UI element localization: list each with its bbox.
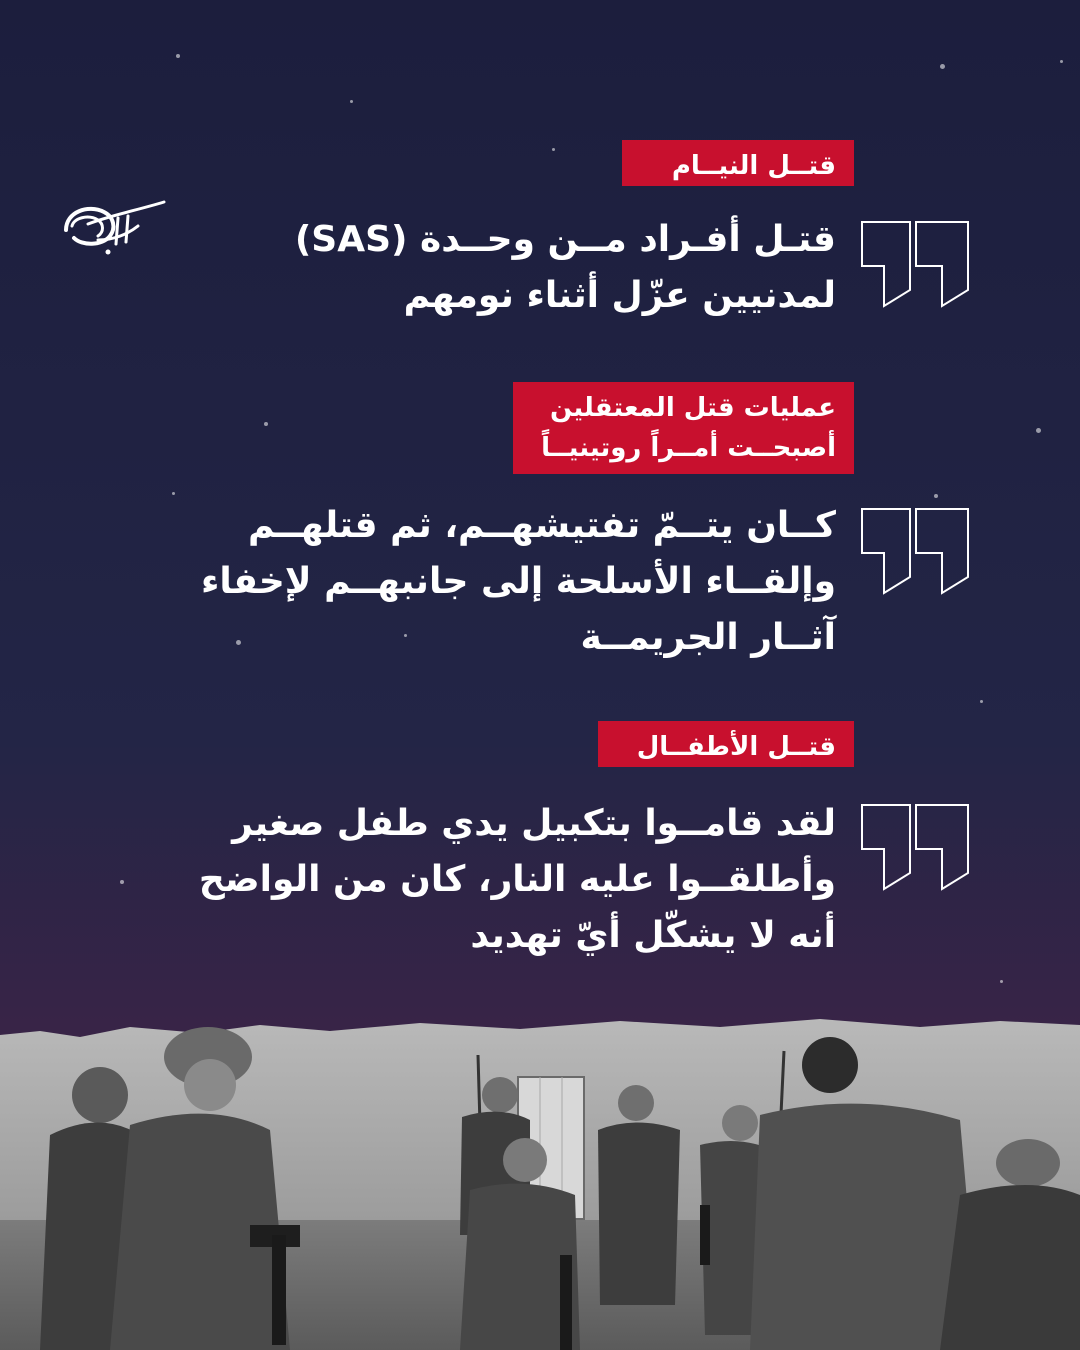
quote-line: وأطلقــوا عليه النار، كان من الواضح <box>198 859 836 900</box>
dust-speck <box>980 700 983 703</box>
section-label-child-killings <box>598 721 854 767</box>
dust-speck <box>940 64 945 69</box>
dust-speck <box>176 54 180 58</box>
quotation-mark-icon <box>858 505 972 597</box>
dust-speck <box>264 422 268 426</box>
quote-line: كــان يتــمّ تفتيشهــم، ثم قتلهــم <box>247 505 836 546</box>
quote-line: لقد قامــوا بتكبيل يدي طفل صغير <box>232 803 836 844</box>
quote-text-2 <box>201 498 836 666</box>
label-line: أصبحــت أمــراً روتينيــاً <box>541 433 836 463</box>
section-label-detainee-killings <box>513 382 854 474</box>
quote-line: قتـل أفـراد مــن وحــدة (SAS) <box>294 219 836 260</box>
al-mayadeen-logo-icon <box>58 196 168 260</box>
dust-speck <box>172 492 175 495</box>
label-line: قتــل الأطفــال <box>636 732 836 762</box>
dust-speck <box>120 880 124 884</box>
quote-line: أنه لا يشكّل أيّ تهديد <box>470 915 836 956</box>
quote-text-3 <box>199 796 836 964</box>
quotation-mark-icon <box>858 801 972 893</box>
dust-speck <box>1060 60 1063 63</box>
quote-text-1 <box>295 212 836 324</box>
section-label-sleepers-killing <box>622 140 854 186</box>
dust-speck <box>934 494 938 498</box>
label-line: عمليات قتل المعتقلين <box>550 393 836 423</box>
soldiers-photo <box>0 1005 1080 1350</box>
label-line: قتــل النيــام <box>671 151 836 181</box>
quote-line: آثــار الجريمــة <box>580 617 836 658</box>
dust-speck <box>1036 428 1041 433</box>
dust-speck <box>552 148 555 151</box>
quote-line: وإلقــاء الأسلحة إلى جانبهــم لإخفاء <box>201 561 836 602</box>
dust-speck <box>350 100 353 103</box>
quote-line: لمدنيين عزّل أثناء نومهم <box>403 275 836 316</box>
quotation-mark-icon <box>858 218 972 310</box>
dust-speck <box>1000 980 1003 983</box>
